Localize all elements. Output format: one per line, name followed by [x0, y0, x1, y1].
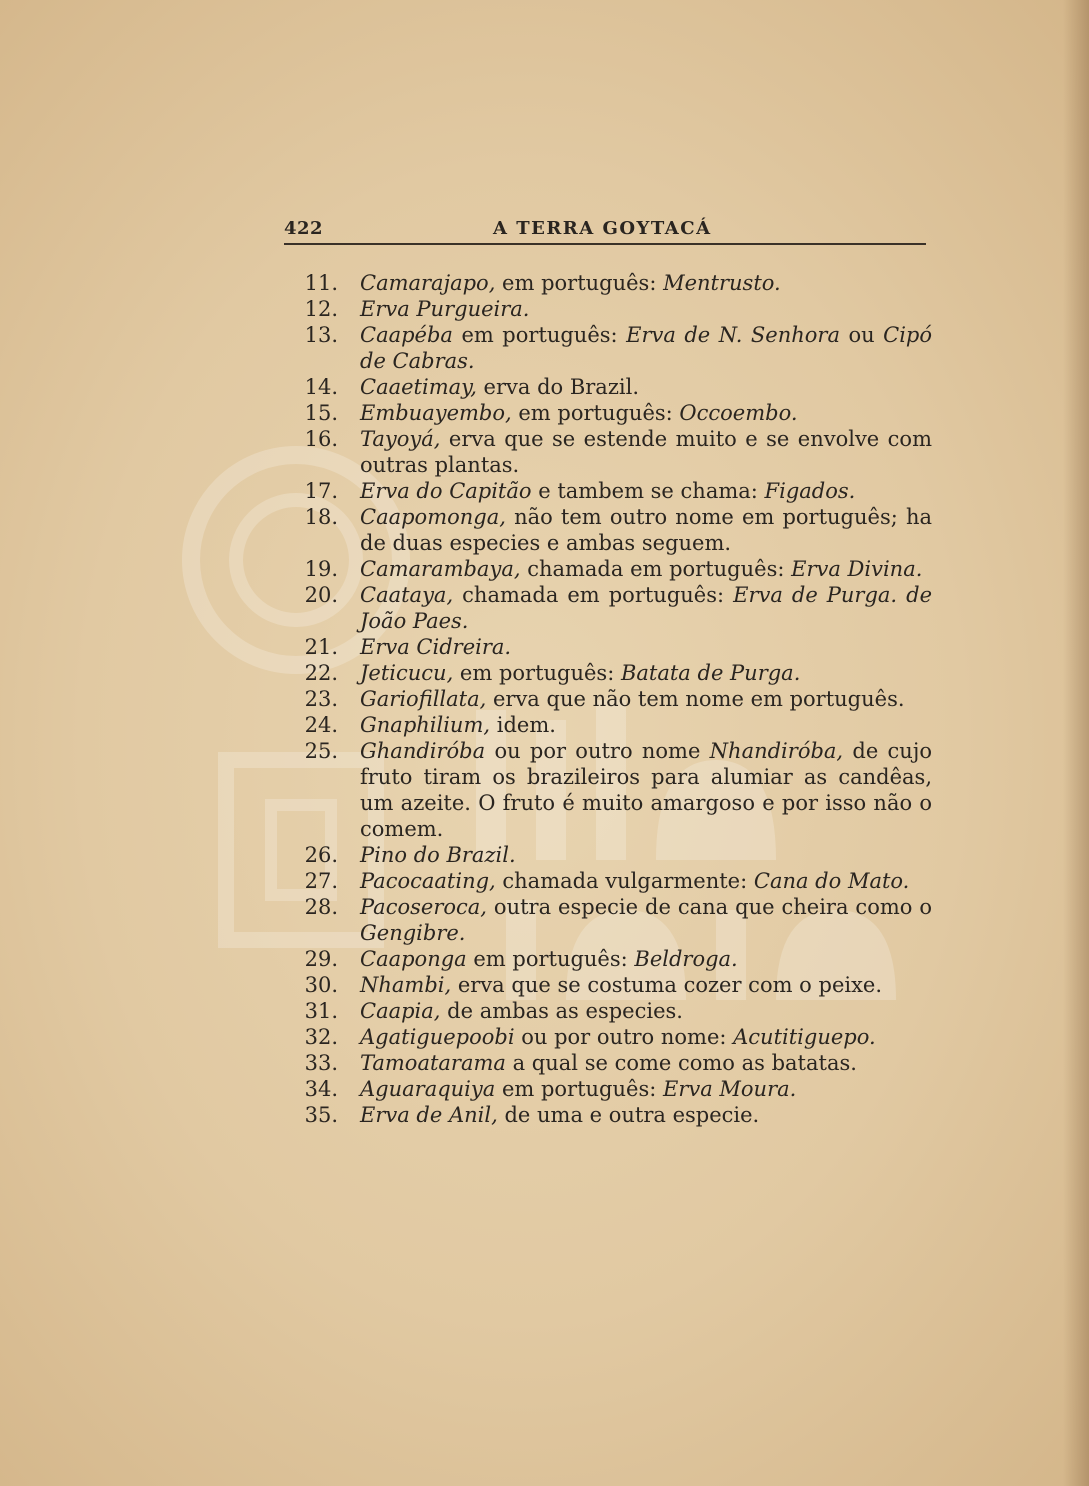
entry-description: em português: [466, 947, 635, 971]
plant-name: Pacoseroca, [360, 895, 487, 919]
entry-description: outra especie de cana que cheira como o [486, 895, 932, 919]
entry-text [360, 738, 932, 842]
entry-text [360, 1102, 932, 1128]
plant-name: Batata de Purga. [620, 661, 801, 685]
list-item [286, 972, 932, 998]
entry-number: 24. [304, 713, 338, 737]
list-item [286, 1024, 932, 1050]
list-item [286, 582, 932, 634]
list-item [286, 842, 932, 868]
entry-number: 23. [304, 687, 338, 711]
plant-name: Nhandiróba, [709, 739, 844, 763]
entry-number: 19. [304, 557, 338, 581]
list-item [286, 478, 932, 504]
plant-name: Tamoatarama [360, 1051, 506, 1075]
list-item [286, 998, 932, 1024]
entry-text [360, 712, 932, 738]
plant-name: Erva Divina. [791, 557, 923, 581]
entry-number: 18. [304, 505, 338, 529]
plant-name: Acutitiguepo. [733, 1025, 876, 1049]
entry-number: 34. [304, 1077, 338, 1101]
page-edge-shadow [1063, 0, 1089, 1486]
entry-text [360, 1024, 932, 1050]
entry-text [360, 504, 932, 556]
plant-name: Caapomonga, [360, 505, 506, 529]
list-item [286, 1050, 932, 1076]
plant-name: Pino do Brazil. [360, 843, 516, 867]
list-item [286, 660, 932, 686]
list-item [286, 738, 932, 842]
entry-text [360, 322, 932, 374]
entry-text [360, 478, 932, 504]
plant-name: Caapia, [360, 999, 441, 1023]
entry-number: 12. [304, 297, 338, 321]
plant-name: Occoembo. [679, 401, 798, 425]
entry-text [360, 582, 932, 634]
plant-name: Jeticucu, [360, 661, 454, 685]
entry-description: chamada em português: [453, 583, 734, 607]
plant-list [286, 270, 932, 1128]
entry-description: erva do Brazil. [476, 375, 639, 399]
entry-number: 15. [304, 401, 338, 425]
plant-name: Erva do Capitão [360, 479, 532, 503]
plant-name: Nhambi, [360, 973, 452, 997]
entry-text [360, 660, 932, 686]
entry-description: em português: [453, 661, 621, 685]
list-item [286, 270, 932, 296]
entry-number: 26. [304, 843, 338, 867]
plant-name: Gnaphilium, [360, 713, 491, 737]
entry-text [360, 374, 932, 400]
list-item [286, 686, 932, 712]
entry-text [360, 946, 932, 972]
entry-text [360, 998, 932, 1024]
entry-description: a qual se come como as batatas. [505, 1051, 857, 1075]
list-item [286, 1076, 932, 1102]
entry-number: 16. [304, 427, 338, 451]
page-header [284, 215, 926, 245]
entry-text [360, 842, 932, 868]
plant-name: Caaponga [360, 947, 467, 971]
entry-description: ou [839, 323, 884, 347]
plant-name: Cana do Mato. [753, 869, 910, 893]
entry-number: 11. [304, 271, 338, 295]
plant-name: Embuayembo, [360, 401, 512, 425]
plant-name: Aguaraquiya [360, 1077, 496, 1101]
list-item [286, 296, 932, 322]
entry-number: 22. [304, 661, 338, 685]
entry-description: chamada em português: [520, 557, 792, 581]
entry-description: de uma e outra especie. [497, 1103, 760, 1127]
list-item [286, 946, 932, 972]
entry-text [360, 296, 932, 322]
entry-number: 29. [304, 947, 338, 971]
entry-description: erva que não tem nome em português. [486, 687, 905, 711]
plant-name: Erva de N. Senhora [626, 323, 840, 347]
entry-text [360, 894, 932, 946]
entry-text [360, 686, 932, 712]
list-item [286, 868, 932, 894]
plant-name: Camarambaya, [360, 557, 521, 581]
plant-name: Erva Purgueira. [360, 297, 530, 321]
entry-number: 28. [304, 895, 338, 919]
entry-text [360, 972, 932, 998]
entry-text [360, 556, 932, 582]
list-item [286, 322, 932, 374]
entry-number: 25. [304, 739, 338, 763]
list-item [286, 712, 932, 738]
plant-name: Mentrusto. [663, 271, 781, 295]
plant-name: Caataya, [360, 583, 454, 607]
entry-number: 14. [304, 375, 338, 399]
plant-name: Ghandiróba [360, 739, 486, 763]
list-item [286, 634, 932, 660]
entry-description: em português: [452, 323, 627, 347]
plant-name: Caaetimay, [360, 375, 477, 399]
entry-description: e tambem se chama: [531, 479, 765, 503]
entry-text [360, 270, 932, 296]
plant-name: Erva Cidreira. [360, 635, 512, 659]
entry-description: de ambas as especies. [440, 999, 683, 1023]
entry-number: 30. [304, 973, 338, 997]
entry-text [360, 400, 932, 426]
entry-description: erva que se estende muito e se envolve com outras plantas. [360, 427, 932, 477]
plant-name: Caapéba [360, 323, 453, 347]
entry-text [360, 1050, 932, 1076]
entry-description: ou por outro nome [485, 739, 710, 763]
plant-name: Beldroga. [634, 947, 738, 971]
entry-description: em português: [511, 401, 680, 425]
plant-name: Gariofillata, [360, 687, 487, 711]
entry-description: em português: [495, 271, 664, 295]
entry-number: 17. [304, 479, 338, 503]
plant-name: Erva de Anil, [360, 1103, 498, 1127]
entry-description: idem. [490, 713, 556, 737]
entry-text [360, 1076, 932, 1102]
list-item [286, 374, 932, 400]
plant-name: Gengibre. [360, 921, 466, 945]
plant-name: Tayoyá, [360, 427, 441, 451]
entry-number: 27. [304, 869, 338, 893]
entry-description: ou por outro nome: [514, 1025, 734, 1049]
plant-name: Camarajapo, [360, 271, 496, 295]
plant-name: Agatiguepoobi [360, 1025, 515, 1049]
entry-description: não tem outro nome em português; ha de duas especies e ambas seguem. [360, 505, 932, 555]
running-title: A TERRA GOYTACÁ [493, 218, 712, 239]
entry-text [360, 634, 932, 660]
entry-number: 31. [304, 999, 338, 1023]
plant-name: Pacocaating, [360, 869, 496, 893]
page-number: 422 [284, 218, 324, 239]
list-item [286, 894, 932, 946]
entry-number: 21. [304, 635, 338, 659]
entry-number: 13. [304, 323, 338, 347]
entry-number: 20. [304, 583, 338, 607]
plant-name: Figados. [764, 479, 856, 503]
list-item [286, 504, 932, 556]
plant-name: Erva Moura. [662, 1077, 797, 1101]
list-item [286, 400, 932, 426]
entry-description: de cujo fruto tiram os brazileiros para alumiar as candêas, um azeite. O fruto é muito amargoso e por isso não o comem. [360, 739, 932, 841]
list-item [286, 1102, 932, 1128]
entry-text [360, 868, 932, 894]
entry-number: 35. [304, 1103, 338, 1127]
list-item [286, 426, 932, 478]
plant-name: Erva de Purga. de João Paes. [360, 583, 932, 633]
entry-number: 32. [304, 1025, 338, 1049]
entry-description: em português: [495, 1077, 663, 1101]
entry-text [360, 426, 932, 478]
entry-description: erva que se costuma cozer com o peixe. [451, 973, 883, 997]
entry-number: 33. [304, 1051, 338, 1075]
list-item [286, 556, 932, 582]
entry-description: chamada vulgarmente: [495, 869, 754, 893]
plant-name: Cipó de Cabras. [360, 323, 933, 373]
